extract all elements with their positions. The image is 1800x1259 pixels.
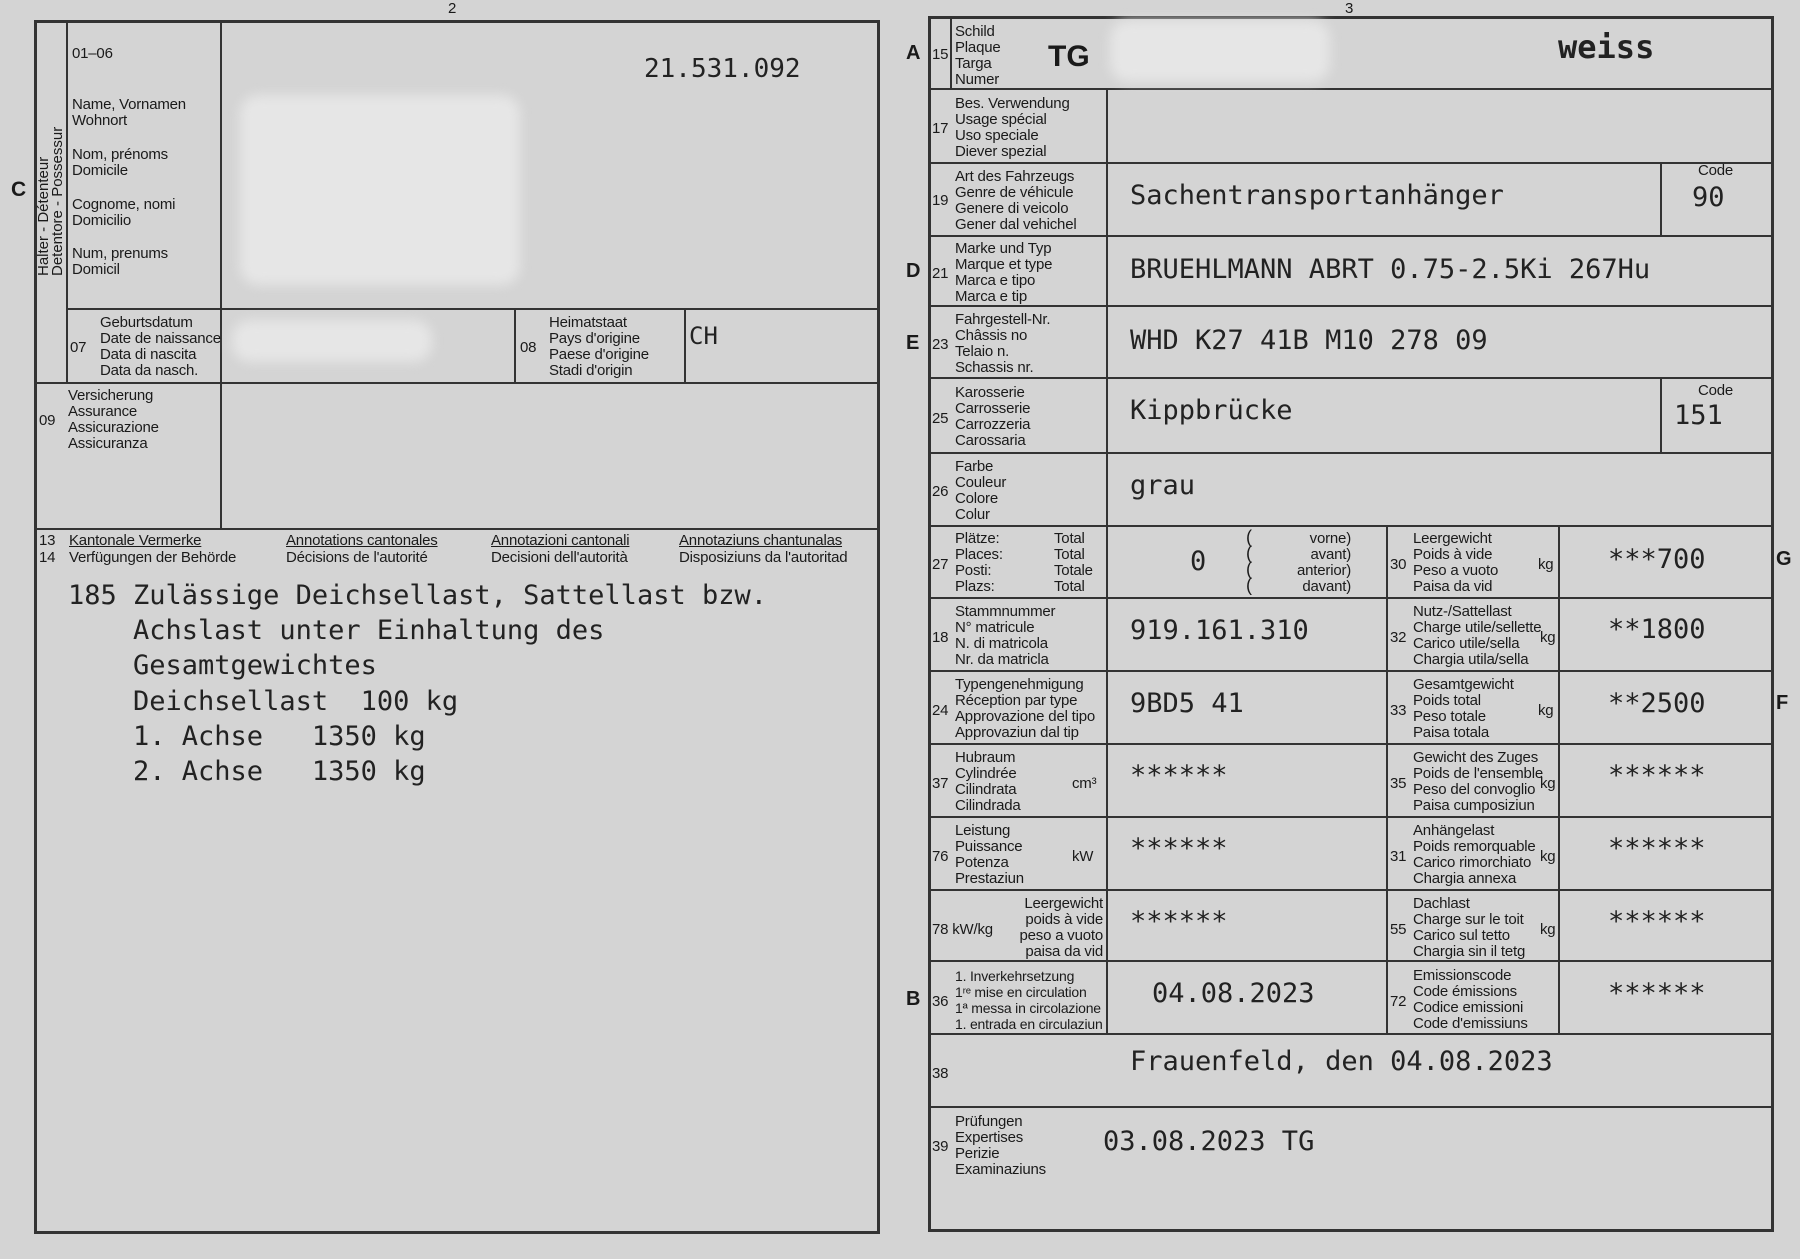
holder-vertical-label: Halter - Détenteur <box>35 156 52 276</box>
kg-unit: kg <box>1540 775 1556 792</box>
remark-line: Achslast unter Einhaltung des <box>68 615 605 646</box>
payload-label: Nutz-/Sattellast Charge utile/sellette Carico utile/sella Chargia utila/sella <box>1413 603 1542 668</box>
decisions-label-fr: Décisions de l'autorité <box>286 549 428 566</box>
field-30: 30 <box>1390 556 1407 573</box>
seats-value: 0 <box>1190 546 1207 577</box>
field-25: 25 <box>932 410 949 427</box>
roof-load-value: ****** <box>1608 906 1706 937</box>
side-letter-b: B <box>906 988 921 1010</box>
code-label: Code <box>1698 382 1734 399</box>
redacted-birth-date <box>232 320 432 362</box>
remark-line: Deichsellast 100 kg <box>68 686 459 717</box>
body-code: 151 <box>1674 400 1723 431</box>
decisions-label-de: Verfügungen der Behörde <box>69 549 237 566</box>
remark-line: 185 Zulässige Deichsellast, Sattellast bzw. <box>68 580 767 611</box>
remark-line: 2. Achse 1350 kg <box>68 756 426 787</box>
make-type-value: BRUEHLMANN ABRT 0.75-2.5Ki 267Hu <box>1130 254 1651 285</box>
cm3-unit: cm³ <box>1072 775 1097 792</box>
annotations-label-de: Kantonale Vermerke <box>69 532 202 549</box>
kg-unit: kg <box>1540 848 1556 865</box>
field-07: 07 <box>70 339 87 356</box>
owner-number: 21.531.092 <box>644 54 801 84</box>
field-78: 78 kW/kg <box>932 921 993 938</box>
side-letter-a: A <box>906 42 921 64</box>
field-17: 17 <box>932 120 949 137</box>
field-19: 19 <box>932 192 949 209</box>
side-letter-g: G <box>1776 548 1792 570</box>
birth-date-label: Geburtsdatum Date de naissance Data di nascita Data da nasch. <box>100 314 221 379</box>
power-label: Leistung Puissance Potenza Prestaziun <box>955 822 1024 887</box>
total-weight-label: Gesamtgewicht Poids total Peso totale Paisa totala <box>1413 676 1514 741</box>
side-letter-d: D <box>906 260 921 282</box>
field-31: 31 <box>1390 848 1407 865</box>
field-15: 15 <box>932 46 949 63</box>
field-72: 72 <box>1390 993 1407 1010</box>
inspection-value: 03.08.2023 TG <box>1103 1126 1315 1157</box>
emission-code-value: ****** <box>1608 978 1706 1009</box>
seats-brackets: ( ( ( ( <box>1246 527 1252 595</box>
canton-code: TG <box>1048 40 1090 73</box>
vehicle-kind-value: Sachentransportanhänger <box>1130 180 1504 211</box>
field-code-0106: 01–06 <box>72 45 113 62</box>
total-weight-value: **2500 <box>1608 688 1706 719</box>
page-number-left: 2 <box>448 0 457 17</box>
insurance-label: Versicherung Assurance Assicurazione Assicuranza <box>68 387 159 452</box>
chassis-value: WHD K27 41B M10 278 09 <box>1130 325 1488 356</box>
name-label-de: Name, Vornamen Wohnort <box>72 96 186 129</box>
side-letter-e: E <box>906 332 920 354</box>
field-37: 37 <box>932 775 949 792</box>
type-approval-value: 9BD5 41 <box>1130 688 1244 719</box>
field-33: 33 <box>1390 702 1407 719</box>
origin-label: Heimatstaat Pays d'origine Paese d'origine Stadi d'origin <box>549 314 649 379</box>
field-21: 21 <box>932 265 949 282</box>
payload-value: **1800 <box>1608 614 1706 645</box>
field-23: 23 <box>932 336 949 353</box>
kw-unit: kW <box>1072 848 1094 865</box>
redacted-owner-name <box>240 95 520 285</box>
place-date-value: Frauenfeld, den 04.08.2023 <box>1130 1046 1553 1077</box>
remark-line: Gesamtgewichtes <box>68 650 377 681</box>
color-value: grau <box>1130 470 1196 501</box>
holder-vertical-label-2: Detentore - Possessur <box>49 126 66 276</box>
field-32: 32 <box>1390 629 1407 646</box>
make-type-label: Marke und Typ Marque et type Marca e tipo Marca e tip <box>955 240 1053 305</box>
displacement-label: Hubraum Cylindrée Cilindrata Cilindrada <box>955 749 1021 814</box>
emission-code-label: Emissionscode Code émissions Codice emissioni Code d'emissiuns <box>1413 967 1528 1032</box>
name-label-fr: Nom, prénoms Domicile <box>72 146 168 179</box>
roof-load-label: Dachlast Charge sur le toit Carico sul tetto Chargia sin il tetg <box>1413 895 1526 960</box>
body-value: Kippbrücke <box>1130 395 1293 426</box>
field-14: 14 <box>39 549 56 566</box>
field-13: 13 <box>39 532 56 549</box>
master-number-value: 919.161.310 <box>1130 615 1309 646</box>
displacement-value: ****** <box>1130 760 1228 791</box>
type-approval-label: Typengenehmigung Réception par type Approvazione del tipo Approvaziun dal tip <box>955 676 1096 741</box>
first-registration-value: 04.08.2023 <box>1152 978 1315 1009</box>
trailer-load-value: ****** <box>1608 833 1706 864</box>
field-55: 55 <box>1390 921 1407 938</box>
color-label: Farbe Couleur Colore Colur <box>955 458 1007 523</box>
vehicle-kind-label: Art des Fahrzeugs Genre de véhicule Genere di veicolo Gener dal vehichel <box>955 168 1077 233</box>
redacted-plate-number <box>1110 20 1330 82</box>
train-weight-value: ****** <box>1608 760 1706 791</box>
power-ratio-value: ****** <box>1130 906 1228 937</box>
decisions-label-rm: Disposiziuns da l'autoritad <box>679 549 848 566</box>
side-letter-f: F <box>1776 692 1789 714</box>
origin-value: CH <box>689 322 718 350</box>
seats-total-label: Total Total Totale Total <box>1054 530 1093 595</box>
field-39: 39 <box>932 1138 949 1155</box>
side-letter-c: C <box>11 178 27 201</box>
special-use-label: Bes. Verwendung Usage spécial Uso speciale Diever spezial <box>955 95 1070 160</box>
empty-weight-value: ***700 <box>1608 544 1706 575</box>
decisions-label-it: Decisioni dell'autorità <box>491 549 628 566</box>
seats-label: Plätze: Places: Posti: Plazs: <box>955 530 1003 595</box>
kg-unit: kg <box>1538 702 1554 719</box>
plate-color: weiss <box>1558 28 1655 66</box>
field-27: 27 <box>932 556 949 573</box>
inspection-label: Prüfungen Expertises Perizie Examinaziuns <box>955 1113 1046 1178</box>
field-24: 24 <box>932 702 949 719</box>
field-26: 26 <box>932 483 949 500</box>
power-ratio-label: Leergewicht poids à vide peso a vuoto paisa da vid <box>1019 895 1103 960</box>
kg-unit: kg <box>1540 921 1556 938</box>
kg-unit: kg <box>1540 629 1556 646</box>
code-label: Code <box>1698 162 1734 179</box>
power-value: ****** <box>1130 833 1228 864</box>
kg-unit: kg <box>1538 556 1554 573</box>
remark-line: 1. Achse 1350 kg <box>68 721 426 752</box>
plate-label: Schild Plaque Targa Numer <box>955 23 1001 88</box>
annotations-label-fr: Annotations cantonales <box>286 532 438 549</box>
name-label-rm: Num, prenums Domicil <box>72 245 168 278</box>
train-weight-label: Gewicht des Zuges Poids de l'ensemble Peso del convoglio Paisa cumposiziun <box>1413 749 1543 814</box>
trailer-load-label: Anhängelast Poids remorquable Carico rimorchiato Chargia annexa <box>1413 822 1536 887</box>
field-38: 38 <box>932 1065 949 1082</box>
vehicle-kind-code: 90 <box>1692 182 1725 213</box>
annotations-label-rm: Annotaziuns chantunalas <box>679 532 843 549</box>
field-08: 08 <box>520 339 537 356</box>
empty-weight-label: Leergewicht Poids à vide Peso a vuoto Paisa da vid <box>1413 530 1499 595</box>
field-36: 36 <box>932 993 949 1010</box>
page-number-right: 3 <box>1345 0 1354 17</box>
chassis-label: Fahrgestell-Nr. Châssis no Telaio n. Schassis nr. <box>955 311 1051 376</box>
name-label-it: Cognome, nomi Domicilio <box>72 196 176 229</box>
master-number-label: Stammnummer N° matricule N. di matricola Nr. da matricla <box>955 603 1056 668</box>
field-09: 09 <box>39 412 56 429</box>
field-35: 35 <box>1390 775 1407 792</box>
field-76: 76 <box>932 848 949 865</box>
annotations-label-it: Annotazioni cantonali <box>491 532 630 549</box>
seats-front-label: vorne) avant) anterior) davant) <box>1297 530 1352 595</box>
body-label: Karosserie Carrosserie Carrozzeria Carossaria <box>955 384 1031 449</box>
field-18: 18 <box>932 629 949 646</box>
first-registration-label: 1. Inverkehrsetzung 1ʳᵉ mise en circulation 1ª messa in circolazione 1. entrada en circulaziun <box>955 968 1103 1032</box>
